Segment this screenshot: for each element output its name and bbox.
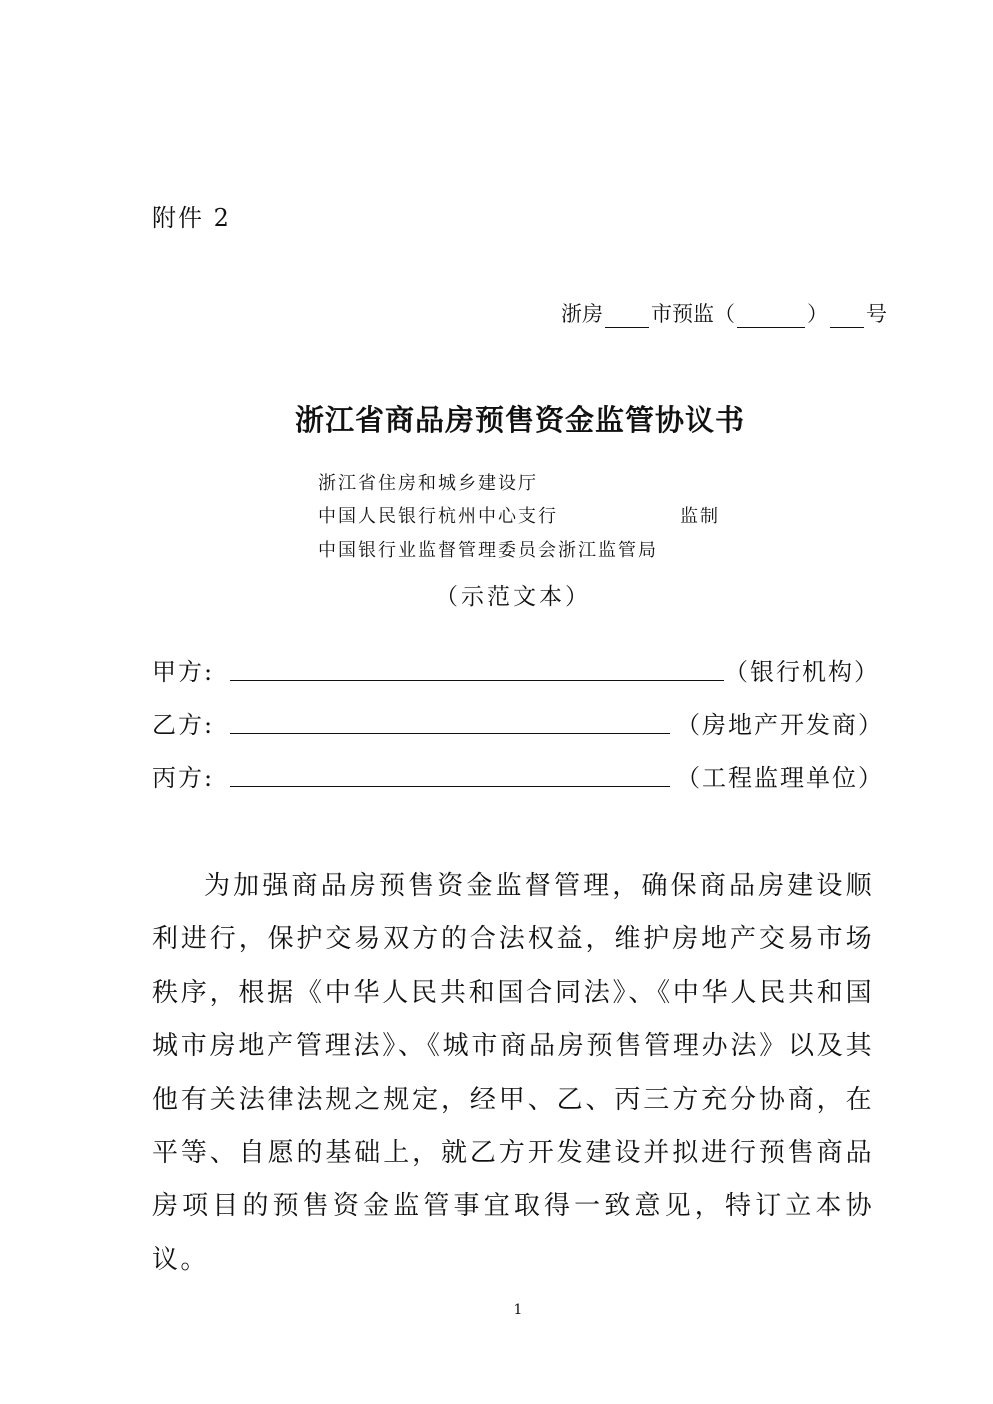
party-c-fill-line[interactable] — [230, 786, 670, 787]
document-title: 浙江省商品房预售资金监管协议书 — [294, 403, 745, 437]
party-b-row — [152, 705, 882, 737]
party-b-role: （房地产开发商） — [676, 711, 884, 739]
party-c-role: （工程监理单位） — [676, 764, 884, 792]
supervise-label: 监制 — [680, 506, 720, 527]
doc-number-prefix: 浙房 — [561, 302, 603, 326]
doc-number-year-blank — [737, 307, 805, 328]
attachment-label: 附件 2 — [152, 204, 231, 232]
supervisor-line: 浙江省住房和城乡建设厅 — [318, 473, 538, 494]
party-b-fill-line[interactable] — [230, 733, 670, 734]
doc-number-serial-blank — [830, 307, 864, 328]
supervisor-line: 中国银行业监督管理委员会浙江监管局 — [318, 540, 658, 561]
page-number: 1 — [513, 1302, 523, 1318]
party-b-label: 乙方: — [152, 711, 215, 739]
sample-text-label: （示范文本） — [435, 584, 591, 610]
doc-number-close-paren: ） — [807, 302, 828, 326]
party-a-row — [152, 652, 882, 684]
doc-number-suffix: 号 — [866, 302, 887, 326]
supervisor-line: 中国人民银行杭州中心支行 — [318, 506, 558, 527]
party-c-label: 丙方: — [152, 764, 215, 792]
party-a-label: 甲方: — [152, 658, 215, 686]
party-a-fill-line[interactable] — [230, 680, 724, 681]
doc-number-middle: 市预监（ — [651, 302, 735, 326]
doc-number-city-blank — [605, 307, 649, 328]
preamble-paragraph: 为加强商品房预售资金监督管理，确保商品房建设顺利进行，保护交易双方的合法权益，维护房地产交易市场秩序，根据《中华人民共和国合同法》、《中华人民共和国城市房地产管理法》、《城市商品房预售管理办法》以及其他有关法律法规之规定，经甲、乙、丙三方充分协商，在平等、自愿的基础上，就乙方开发建设并拟进行预售商品房项目的预售资金监管事宜取得一致意见，特订立本协议。 — [152, 871, 874, 1275]
party-c-row — [152, 758, 882, 790]
document-number — [561, 298, 887, 328]
party-a-role: （银行机构） — [724, 658, 880, 686]
